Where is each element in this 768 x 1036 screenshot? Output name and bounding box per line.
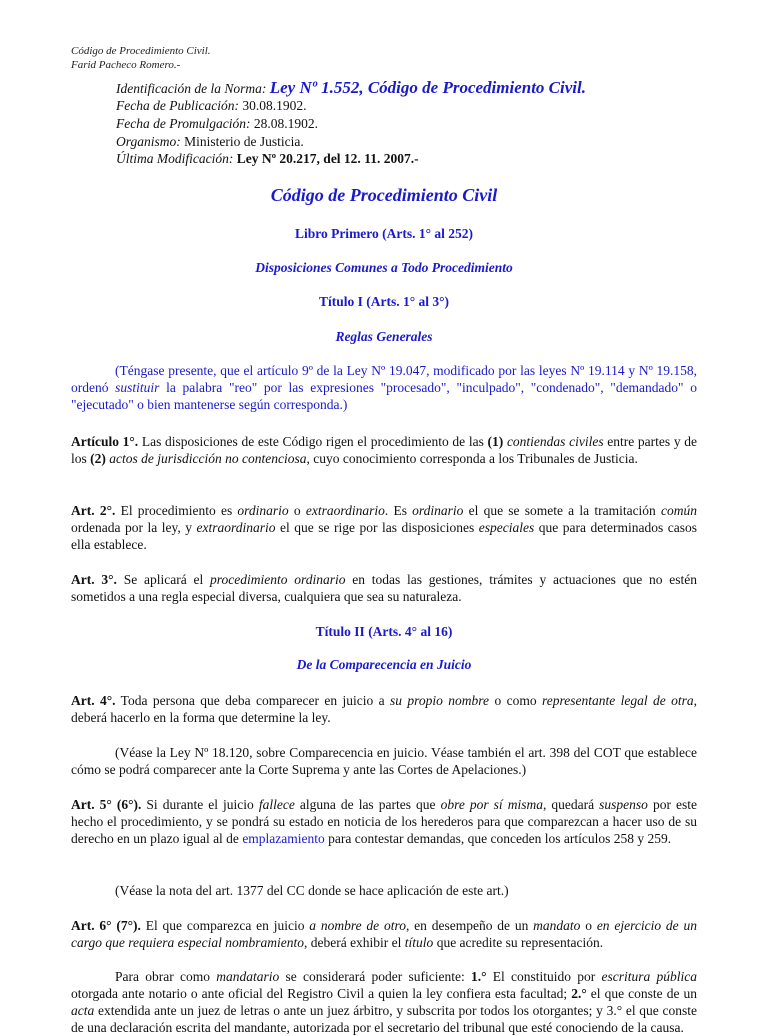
editorial-note-3: (Véase la nota del art. 1377 del CC donde se hace aplicación de este art.) <box>115 883 509 898</box>
article-4-text: o como <box>489 693 542 708</box>
meta-promulgation <box>116 115 318 132</box>
article-1-text: Las disposiciones de este Código rigen el procedimiento de las <box>138 434 488 449</box>
article-2-italic: ordinario <box>412 503 464 518</box>
article-2-text: ordenada por la ley, y <box>71 520 197 535</box>
article-2-text: o <box>288 503 306 518</box>
article-5-heading: Art. 5° (6°). <box>71 797 142 812</box>
meta-org-label: Organismo: <box>116 134 181 149</box>
article-2-italic: ordinario <box>237 503 289 518</box>
article-6-heading: Art. 6° (7°). <box>71 918 141 933</box>
running-header-title: Código de Procedimiento Civil. <box>71 45 211 57</box>
article-6b-italic: mandatario <box>216 969 280 984</box>
editorial-note-1 <box>71 362 697 413</box>
article-6-italic: título <box>404 935 434 950</box>
article-5-text: para contestar demandas, que conceden los artículos 258 y 259. <box>324 831 672 846</box>
article-6-text: o <box>580 918 597 933</box>
article-2-text: el que se rige por las disposiciones <box>275 520 479 535</box>
meta-mod-value: Ley Nº 20.217, del 12. 11. 2007.- <box>236 151 419 166</box>
note1-text-a: (Téngase presente, que el artículo 9º de la Ley Nº 19.047, modificado por las leyes Nº 19.114 y Nº 19.158, ordenó <box>71 363 697 395</box>
meta-identification <box>116 79 586 97</box>
document-title: Código de Procedimiento Civil <box>270 185 498 205</box>
article-1-heading: Artículo 1°. <box>71 434 139 449</box>
article-6b-italic: escritura pública <box>601 969 697 984</box>
article-3-italic: procedimiento ordinario <box>209 572 346 587</box>
article-6-text: , en desempeño de un <box>405 918 534 933</box>
article-6-text: El que comparezca en juicio <box>140 918 310 933</box>
article-2-text: que para determinados casos ella establece. <box>71 520 697 552</box>
article-6-paragraph-2 <box>71 968 697 1036</box>
article-6b-text: el que conste de un <box>586 986 697 1001</box>
article-5-italic: fallece <box>258 797 295 812</box>
article-4-text: , deberá hacerlo en la forma que determine la ley. <box>71 693 697 725</box>
article-4-italic: representante legal de otra <box>541 693 694 708</box>
article-1 <box>71 433 697 467</box>
article-1-text: entre partes y de los <box>71 434 697 466</box>
article-6b-text: se considerará poder suficiente: <box>279 969 471 984</box>
section-heading-disposiciones: Disposiciones Comunes a Todo Procedimiento <box>255 260 513 275</box>
article-1-text: , cuyo conocimiento corresponda a los Tribunales de Justicia. <box>306 451 638 466</box>
article-2-italic: especiales <box>478 520 535 535</box>
meta-mod-label: Última Modificación: <box>116 151 234 166</box>
article-5 <box>71 796 697 847</box>
meta-pub-value: 30.08.1902. <box>242 98 307 113</box>
title-heading-1: Título I (Arts. 1° al 3°) <box>318 294 450 309</box>
book-heading: Libro Primero (Arts. 1° al 252) <box>294 226 474 241</box>
section-heading-reglas: Reglas Generales <box>335 329 433 344</box>
section-heading-comparecencia: De la Comparecencia en Juicio <box>296 657 472 672</box>
article-6b-text: otorgada ante notario o ante oficial del Registro Civil a quien la ley confiera esta facultad; <box>71 986 572 1001</box>
article-2-text: el que se somete a la tramitación <box>463 503 662 518</box>
meta-organism <box>116 133 304 150</box>
article-6b-italic: acta <box>71 1003 95 1018</box>
meta-prom-value: 28.08.1902. <box>253 116 318 131</box>
article-5-text: alguna de las partes que <box>294 797 441 812</box>
article-2-italic: común <box>661 503 698 518</box>
article-5-text: Si durante el juicio <box>141 797 259 812</box>
article-2-text: . Es <box>384 503 413 518</box>
article-6-text: , deberá exhibir el <box>303 935 405 950</box>
title-heading-2: Título II (Arts. 4° al 16) <box>315 624 453 639</box>
article-6b-text: extendida ante un juez de letras o ante un juez árbitro, y subscrita por todos los otorgantes; y 3.° el que conste de una declaración escrita del mandante, autorizada por el secretario del tribunal que esté conociendo de la causa. <box>71 1003 697 1035</box>
article-6-text: que acredite su representación. <box>433 935 604 950</box>
article-5-text: por este hecho el procedimiento, y se pondrá su estado en noticia de los herederos para que comparezcan a hacer uso de su derecho en un plazo igual al de <box>71 797 698 846</box>
article-2-heading: Art. 2°. <box>71 503 116 518</box>
meta-id-label: Identificación de la Norma: <box>116 81 267 96</box>
note1-text-b: sustituir <box>115 380 160 395</box>
article-1-italic: actos de jurisdicción no contenciosa <box>105 451 307 466</box>
article-6 <box>71 917 697 951</box>
meta-publication <box>116 97 306 114</box>
article-4 <box>71 692 697 726</box>
article-6-italic: a nombre de otro <box>309 918 406 933</box>
article-3-text: Se aplicará el <box>116 572 210 587</box>
article-6-italic: en ejercicio de un cargo que requiera especial nombramiento <box>71 918 697 950</box>
article-3 <box>71 571 697 605</box>
article-5-italic: obre por sí misma <box>440 797 543 812</box>
article-1-italic: contiendas civiles <box>503 434 604 449</box>
article-4-italic: su propio nombre <box>390 693 490 708</box>
article-1-num: (2) <box>90 451 106 466</box>
article-2-italic: extraordinario <box>305 503 385 518</box>
meta-prom-label: Fecha de Promulgación: <box>116 116 251 131</box>
article-3-text: en todas las gestiones, trámites y actuaciones que no estén sometidos a una regla especial diversa, cualquiera que sea su naturaleza. <box>71 572 697 604</box>
article-3-heading: Art. 3°. <box>71 572 117 587</box>
article-4-text: Toda persona que deba comparecer en juicio a <box>115 693 390 708</box>
article-6b-num: 1.° <box>470 969 487 984</box>
running-header-author: Farid Pacheco Romero.- <box>71 59 181 71</box>
article-2-text: El procedimiento es <box>115 503 238 518</box>
article-6b-text: El constituido por <box>486 969 602 984</box>
article-6b-num: 2.° <box>571 986 587 1001</box>
meta-org-value: Ministerio de Justicia. <box>184 134 304 149</box>
article-5-text: , quedará <box>542 797 600 812</box>
article-5-italic: suspenso <box>599 797 648 812</box>
article-4-heading: Art. 4°. <box>71 693 116 708</box>
meta-pub-label: Fecha de Publicación: <box>116 98 239 113</box>
article-6-italic: mandato <box>533 918 581 933</box>
note1-text-c: la palabra "reo" por las expresiones "procesado", "inculpado", "condenado", "demandado" o "ejecutado" o bien mantenerse según corresponda.) <box>71 380 697 412</box>
editorial-note-2: (Véase la Ley Nº 18.120, sobre Comparecencia en juicio. Véase también el art. 398 del COT que establece cómo se podrá comparecer ante la Corte Suprema y ante las Cortes de Apelaciones.) <box>71 745 697 777</box>
article-6b-text: Para obrar como <box>115 969 217 984</box>
meta-last-modification <box>116 150 419 167</box>
article-2-italic: extraordinario <box>196 520 276 535</box>
emplazamiento-link[interactable]: emplazamiento <box>242 831 325 846</box>
article-1-num: (1) <box>487 434 504 449</box>
article-2 <box>71 502 697 553</box>
meta-id-value: Ley Nº 1.552, Código de Procedimiento Civil. <box>269 78 586 97</box>
